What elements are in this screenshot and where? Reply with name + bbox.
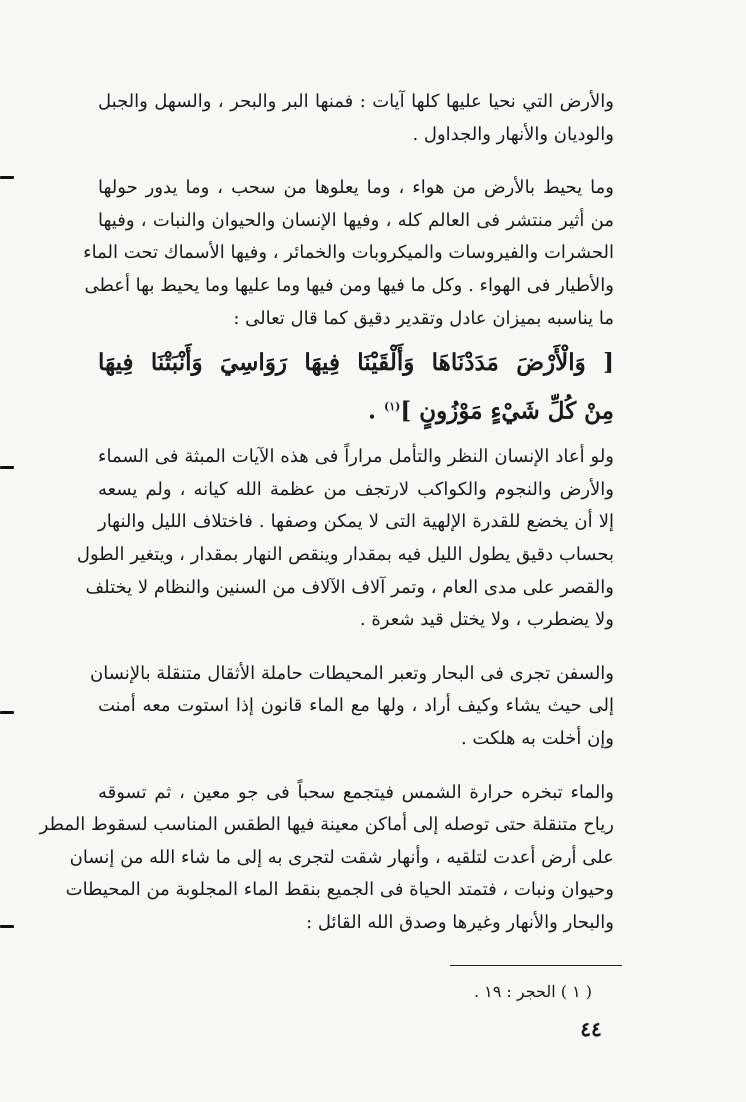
text-line: على أرض أعدت لتلقيه ، وأنهار شقت لتجرى به إلى ما شاء الله من إنسان bbox=[69, 846, 614, 868]
text-line: رياح متنقلة حتى توصله إلى أماكن معينة فيها الطقس المناسب لسقوط المطر bbox=[39, 814, 614, 836]
text-line: والماء تبخره حرارة الشمس فيتجمع سحباً فى جو معين ، ثم تسوقه bbox=[98, 781, 614, 803]
paragraph-earth bbox=[98, 86, 614, 151]
text-line: والسفن تجرى فى البحار وتعبر المحيطات حاملة الأثقال متنقلة بالإنسان bbox=[90, 662, 614, 684]
margin-mark bbox=[0, 176, 14, 179]
paragraph-reflection bbox=[76, 441, 614, 637]
page-body bbox=[39, 86, 614, 960]
text-line: ولو أعاد الإنسان النظر والتأمل مراراً فى هذه الآيات المبثة فى السماء bbox=[98, 446, 614, 468]
text-line: وحيوان ونبات ، فتمتد الحياة فى الجميع بنقط الماء المجلوبة من المحيطات bbox=[65, 879, 614, 901]
verse-line-2 bbox=[98, 385, 614, 429]
footnote-ref: (١) bbox=[383, 400, 401, 414]
paragraph-ships bbox=[90, 658, 614, 756]
text-line: والوديان والأنهار والجداول . bbox=[412, 123, 614, 145]
text-line: وما يحيط بالأرض من هواء ، وما يعلوها من سحب ، وما يدور حولها bbox=[98, 177, 614, 199]
text-line: والأرض والنجوم والكواكب لارتجف من عظمة الله كيانه ، ولم يسعه bbox=[98, 478, 614, 500]
text-line: ما يناسبه بميزان عادل وتقدير دقيق كما قال تعالى : bbox=[233, 307, 614, 329]
verse-end: . bbox=[367, 397, 376, 425]
verse-line: [ وَالْأَرْضَ مَدَدْنَاهَا وَأَلْقَيْنَا فِيهَا رَوَاسِيَ وَأَنْبَتْنَا فِيهَا bbox=[98, 349, 614, 377]
paragraph-water bbox=[39, 777, 614, 940]
text-line: وإن أخلت به هلكت . bbox=[460, 727, 614, 749]
text-line: إلى حيث يشاء وكيف أراد ، ولها مع الماء قانون إذا استوت معه أمنت bbox=[98, 695, 614, 717]
text-line: والأرض التي نحيا عليها كلها آيات : فمنها البر والبحر ، والسهل والجبل bbox=[98, 91, 614, 112]
text-line: ولا يضطرب ، ولا يختل قيد شعرة . bbox=[359, 609, 614, 631]
quran-verse bbox=[98, 341, 614, 429]
text-line: والأطيار فى الهواء . وكل ما فيها ومن فيها وما عليها وما يحيط بها أعطى bbox=[84, 274, 614, 296]
footnote-divider bbox=[450, 965, 622, 966]
text-line: والقصر على مدى العام ، وتمر آلاف الآلاف من السنين والنظام لا يختلف bbox=[85, 576, 614, 598]
text-line: من أثير منتشر فى العالم كله ، وفيها الإنسان والحيوان والنبات ، وفيها bbox=[98, 209, 614, 231]
verse-text: مِنْ كُلِّ شَيْءٍ مَوْزُونٍ ] bbox=[400, 397, 614, 425]
margin-mark bbox=[0, 925, 14, 928]
margin-mark bbox=[0, 466, 14, 469]
footnote: ( ١ ) الحجر : ١٩ . bbox=[473, 982, 592, 1001]
text-line: الحشرات والفيروسات والميكروبات والخمائر ، وفيها الأسماك تحت الماء bbox=[83, 242, 614, 264]
margin-mark bbox=[0, 711, 14, 714]
page-number: ٤٤ bbox=[580, 1017, 602, 1041]
text-line: إلا أن يخضع للقدرة الإلهية التى لا يمكن وصفها . فاختلاف الليل والنهار bbox=[98, 511, 614, 533]
text-line: بحساب دقيق يطول الليل فيه بمقدار وينقص النهار بمقدار ، ويتغير الطول bbox=[76, 543, 614, 565]
paragraph-atmosphere bbox=[83, 172, 614, 335]
text-line: والبحار والأنهار وغيرها وصدق الله القائل : bbox=[306, 911, 614, 933]
